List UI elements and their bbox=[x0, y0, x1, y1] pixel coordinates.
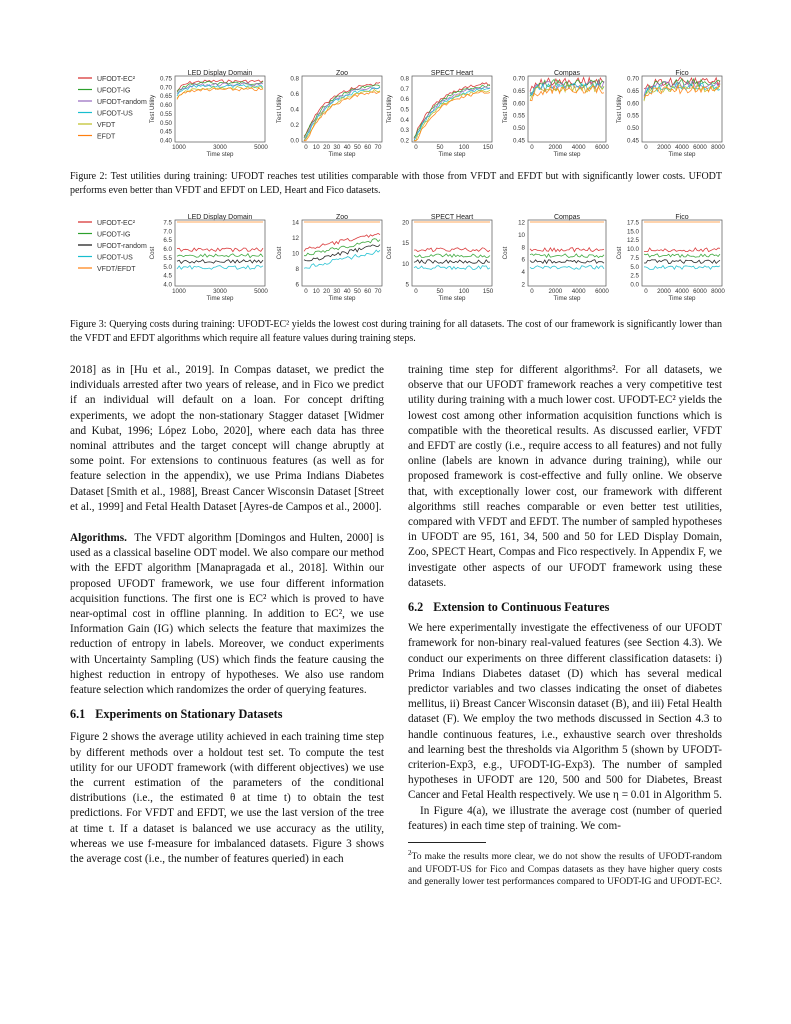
legend bbox=[78, 76, 147, 141]
y-tick-label: 4 bbox=[521, 269, 525, 277]
y-tick-label: 0.0 bbox=[630, 281, 639, 289]
x-tick-label: 0 bbox=[304, 144, 308, 151]
y-tick-label: 6.5 bbox=[163, 237, 172, 245]
y-tick-label: 0.8 bbox=[400, 75, 409, 83]
y-tick-label: 5 bbox=[405, 281, 409, 289]
series-line bbox=[177, 254, 263, 258]
legend-label: UFODT-US bbox=[97, 254, 133, 262]
y-axis-label: Test Utility bbox=[276, 94, 283, 124]
series-line bbox=[304, 87, 380, 141]
footnote-mark: 2 bbox=[408, 849, 412, 858]
x-tick-label: 4000 bbox=[675, 144, 689, 151]
y-tick-label: 0.60 bbox=[159, 102, 172, 110]
x-tick-label: 4000 bbox=[571, 288, 586, 295]
x-tick-label: 2000 bbox=[548, 288, 563, 295]
section-number: 6.1 bbox=[70, 707, 86, 722]
paragraph-algorithms bbox=[70, 531, 384, 698]
y-tick-label: 0.60 bbox=[626, 100, 639, 108]
panel-title: LED Display Domain bbox=[187, 214, 253, 221]
paragraph-figure4: In Figure 4(a), we illustrate the average cost (number of queried features) in each time step of training. We com- bbox=[408, 804, 722, 832]
x-tick-label: 20 bbox=[323, 288, 331, 295]
x-tick-label: 10 bbox=[312, 288, 320, 295]
plot-frame bbox=[642, 220, 722, 286]
y-tick-label: 14 bbox=[292, 219, 299, 227]
section-title: Experiments on Stationary Datasets bbox=[95, 707, 283, 722]
legend-label: UFODT-random bbox=[97, 99, 147, 106]
panel-title: Compas bbox=[553, 214, 581, 221]
legend-label: UFODT-IG bbox=[97, 231, 131, 239]
chart-panel bbox=[502, 214, 609, 302]
y-axis-label: Test Utility bbox=[386, 94, 393, 124]
x-tick-label: 50 bbox=[353, 144, 361, 151]
x-tick-label: 8000 bbox=[711, 144, 725, 151]
series-line bbox=[304, 85, 380, 138]
legend bbox=[78, 220, 147, 273]
series-line bbox=[177, 260, 263, 264]
figure-2-caption: Figure 2: Test utilities during training: UFODT reaches test utilities comparable with those from VFDT and EFDT but with significantly lower costs. UFODT performs even better than VFDT and EFDT on LED, Heart and Fico datasets. bbox=[70, 171, 722, 196]
series-line bbox=[530, 254, 604, 258]
y-tick-label: 0.65 bbox=[626, 87, 639, 95]
chart-panel bbox=[386, 214, 494, 302]
x-tick-label: 10 bbox=[312, 144, 320, 151]
x-tick-label: 150 bbox=[482, 144, 494, 151]
plot-frame bbox=[412, 220, 492, 286]
x-tick-label: 150 bbox=[482, 288, 494, 295]
y-tick-label: 0.75 bbox=[159, 75, 172, 83]
right-column bbox=[408, 363, 722, 889]
y-tick-label: 0.60 bbox=[512, 100, 525, 108]
figure-2 bbox=[70, 68, 730, 160]
y-tick-label: 0.70 bbox=[159, 84, 172, 92]
chart-panel bbox=[616, 214, 725, 302]
series-line bbox=[304, 82, 380, 136]
y-tick-label: 5.0 bbox=[163, 263, 172, 271]
y-tick-label: 0.4 bbox=[400, 116, 409, 124]
figure-3 bbox=[70, 212, 730, 304]
x-tick-label: 0 bbox=[414, 288, 418, 295]
y-tick-label: 0.40 bbox=[159, 137, 172, 145]
footnote-text: To make the results more clear, we do not show the results of UFODT-random and UFODT-US for Fico and Compas datasets as they have higher query costs and generally lower test performances compared to UFODT-IG and UFODT-EC². bbox=[408, 851, 722, 888]
series-line bbox=[177, 88, 263, 100]
y-tick-label: 5.0 bbox=[630, 263, 639, 271]
chart-panel bbox=[149, 70, 268, 158]
legend-label: UFODT-EC² bbox=[97, 220, 136, 227]
paragraph-stationary: Figure 2 shows the average utility achieved in each training time step by different methods over a holdout test set. To compute the test utility for our UFODT framework (with different objectives) we use the current estimation of the parameters of the conditional distributions (i.e., the estimated θ at time t) to obtain the test predictions. For VFDT and EFDT, we use the last version of the tree at time t. If a dataset is balanced we use accuracy as the utility, whereas we use f-measure for imbalanced datasets. Figure 3 shows the average cost (i.e., the number of features queried) in each bbox=[70, 731, 384, 866]
y-tick-label: 0.50 bbox=[626, 125, 639, 133]
y-tick-label: 0.55 bbox=[512, 112, 525, 120]
x-tick-label: 6000 bbox=[595, 144, 609, 151]
section-6-1-heading bbox=[70, 707, 384, 722]
x-tick-label: 4000 bbox=[571, 144, 586, 151]
x-tick-label: 3000 bbox=[213, 288, 227, 295]
y-tick-label: 15.0 bbox=[626, 228, 639, 236]
x-tick-label: 0 bbox=[644, 144, 648, 151]
y-axis-label: Cost bbox=[149, 246, 156, 260]
x-tick-label: 2000 bbox=[548, 144, 563, 151]
y-tick-label: 4.5 bbox=[163, 272, 172, 280]
plot-frame bbox=[175, 220, 265, 286]
y-tick-label: 10 bbox=[402, 260, 409, 268]
series-line bbox=[414, 248, 490, 252]
plot-frame bbox=[528, 220, 606, 286]
x-tick-label: 30 bbox=[333, 288, 341, 295]
y-tick-label: 7.0 bbox=[163, 228, 172, 236]
legend-label: UFODT-IG bbox=[97, 87, 131, 95]
x-tick-label: 30 bbox=[333, 144, 341, 151]
x-tick-label: 8000 bbox=[711, 288, 725, 295]
series-line bbox=[177, 266, 263, 270]
y-tick-label: 6 bbox=[521, 256, 525, 264]
section-title: Extension to Continuous Features bbox=[433, 600, 610, 615]
y-tick-label: 0.8 bbox=[290, 75, 299, 83]
x-tick-label: 0 bbox=[644, 288, 648, 295]
x-tick-label: 4000 bbox=[675, 288, 689, 295]
y-axis-label: Cost bbox=[502, 246, 509, 260]
algorithms-text: The VFDT algorithm [Domingos and Hulten, 2000] is used as a classical baseline ODT model. We also compare our method with the EFDT algorithm [Manapragada et al., 2018]. Within our proposed UFODT framework, we use four different information acquisition functions. The first one is EC² which is proved to have near-optimal cost in offline planning. In addition to EC², we use Information Gain (IG) which selects the feature that maximizes the reduction of entropy in labels. Moreover, we conduct experiments with Uncertainty Sampling (US) which finds the feature causing the highest reduction in entropy of hypotheses. We also use random feature selection which randomizes the order of querying features. bbox=[70, 532, 384, 697]
footnote-rule bbox=[408, 842, 486, 843]
y-tick-label: 0.6 bbox=[290, 91, 299, 98]
x-tick-label: 100 bbox=[458, 288, 470, 295]
x-tick-label: 60 bbox=[364, 144, 372, 151]
x-axis-label: Time step bbox=[553, 151, 581, 158]
x-axis-label: Time step bbox=[438, 151, 466, 158]
x-tick-label: 1000 bbox=[172, 288, 186, 295]
legend-label: VFDT bbox=[97, 122, 116, 129]
section-number: 6.2 bbox=[408, 600, 424, 615]
x-tick-label: 70 bbox=[374, 288, 382, 295]
x-tick-label: 50 bbox=[436, 288, 444, 295]
y-tick-label: 0.70 bbox=[512, 75, 525, 83]
panel-title: SPECT Heart bbox=[430, 70, 474, 77]
y-tick-label: 12 bbox=[518, 219, 525, 227]
panel-title: Fico bbox=[675, 214, 689, 221]
y-tick-label: 0.2 bbox=[290, 122, 299, 129]
y-axis-label: Cost bbox=[276, 246, 283, 260]
plot-frame bbox=[642, 76, 722, 142]
legend-label: EFDT bbox=[97, 133, 116, 141]
series-line bbox=[644, 254, 720, 257]
y-tick-label: 7.5 bbox=[630, 254, 639, 262]
x-axis-label: Time step bbox=[553, 295, 581, 302]
x-axis-label: Time step bbox=[206, 151, 234, 158]
x-tick-label: 100 bbox=[458, 144, 470, 151]
plot-frame bbox=[412, 76, 492, 142]
y-tick-label: 2.5 bbox=[630, 272, 639, 280]
x-tick-label: 60 bbox=[364, 288, 372, 295]
x-tick-label: 1000 bbox=[172, 144, 186, 151]
panel-title: SPECT Heart bbox=[430, 214, 474, 221]
y-tick-label: 0.50 bbox=[159, 119, 172, 127]
x-tick-label: 6000 bbox=[693, 288, 707, 295]
y-tick-label: 7.5 bbox=[163, 219, 172, 227]
series-line bbox=[304, 245, 380, 261]
series-line bbox=[644, 266, 720, 270]
series-line bbox=[177, 248, 263, 252]
y-tick-label: 0.50 bbox=[512, 125, 525, 133]
x-axis-label: Time step bbox=[668, 295, 696, 302]
y-tick-label: 0.3 bbox=[400, 127, 409, 135]
x-axis-label: Time step bbox=[328, 151, 356, 158]
y-tick-label: 12 bbox=[292, 235, 299, 242]
paragraph-datasets: 2018] as in [Hu et al., 2019]. In Compas dataset, we predict the individuals arrested after two years of release, and in Fico we predict if an individual will default on a loan. For concept drifting experiments, we adopt the non-stationary Stagger dataset [Widmer and Kubat, 1996; López Lobo, 2020], where each data has three nominal attributes and the target concept will change abruptly at some point. For extensions to continuous features (as well as for feature selection in the appendix), we use Prima Indians Diabetes Dataset [Smith et al., 1988], Breast Cancer Wisconsin Dataset [Street et al., 1999] and Fetal Health Dataset [Ayres-de Campos et al., 2000]. bbox=[70, 364, 384, 513]
y-axis-label: Cost bbox=[616, 246, 623, 260]
x-tick-label: 20 bbox=[323, 144, 331, 151]
x-tick-label: 40 bbox=[343, 288, 351, 295]
x-tick-label: 3000 bbox=[213, 144, 227, 151]
x-tick-label: 0 bbox=[530, 288, 534, 295]
y-axis-label: Test Utility bbox=[502, 94, 509, 124]
y-tick-label: 0.65 bbox=[159, 93, 172, 101]
x-axis-label: Time step bbox=[438, 295, 466, 302]
footnote bbox=[408, 847, 722, 889]
series-line bbox=[304, 233, 380, 251]
x-tick-label: 50 bbox=[436, 144, 444, 151]
legend-label: UFODT-random bbox=[97, 243, 147, 250]
panel-title: Compas bbox=[553, 70, 581, 77]
y-tick-label: 4.0 bbox=[163, 281, 172, 289]
y-tick-label: 6.0 bbox=[163, 246, 172, 254]
y-tick-label: 15 bbox=[402, 240, 409, 248]
x-tick-label: 0 bbox=[304, 288, 308, 295]
y-tick-label: 17.5 bbox=[626, 219, 639, 227]
y-tick-label: 0.55 bbox=[159, 110, 172, 118]
x-tick-label: 6000 bbox=[693, 144, 707, 151]
y-tick-label: 0.6 bbox=[400, 96, 409, 104]
legend-label: UFODT-US bbox=[97, 110, 133, 118]
left-column bbox=[70, 363, 384, 867]
panel-title: Fico bbox=[675, 70, 689, 77]
y-tick-label: 0.55 bbox=[626, 112, 639, 120]
x-tick-label: 0 bbox=[530, 144, 534, 151]
x-axis-label: Time step bbox=[206, 295, 234, 302]
paragraph-continuous: We here experimentally investigate the effectiveness of our UFODT framework for non-binary real-valued features (see Section 4.3). We conduct our experiments on three different classification datasets: i) Prima Indians Diabetes dataset (D) which has several medical predictor variables and two classes indicating the onset of diabetes mellitus, ii) Breast Cancer Wisconsin dataset (B), and iii) Fetal Health dataset (F). We employ the two methods discussed in Section 4.3 to handle continuous features, i.e., exhaustive search over thresholds and learning best the thresholds via Algorithm 5 (shown by UFODT-criterion-Exp3, e.g., UFODT-IG-Exp3). The number of sampled hypotheses in UFODT are 120, 500 and 500 for Diabetes, Breast Cancer and Fetal Health respectively. We use η = 0.01 in Algorithm 5. bbox=[408, 622, 722, 802]
chart-panel bbox=[149, 214, 268, 302]
y-tick-label: 0.7 bbox=[400, 85, 409, 93]
panel-title: Zoo bbox=[335, 70, 349, 77]
algorithms-heading: Algorithms. bbox=[70, 532, 127, 545]
y-tick-label: 5.5 bbox=[163, 254, 172, 262]
y-tick-label: 10 bbox=[518, 231, 525, 239]
panel-title: LED Display Domain bbox=[187, 70, 253, 77]
series-line bbox=[304, 250, 380, 268]
y-axis-label: Cost bbox=[386, 246, 393, 260]
figure-3-caption: Figure 3: Querying costs during training: UFODT-EC² yields the lowest cost during training for all datasets. The cost of our framework is significantly lower than the VFDT and EFDT algorithms which require all feature values during training steps. bbox=[70, 319, 722, 344]
x-tick-label: 0 bbox=[414, 144, 418, 151]
y-tick-label: 0.5 bbox=[400, 106, 409, 114]
legend-label: VFDT/EFDT bbox=[97, 266, 136, 273]
x-tick-label: 5000 bbox=[254, 288, 268, 295]
chart-panel bbox=[502, 70, 609, 158]
x-tick-label: 2000 bbox=[657, 288, 671, 295]
x-axis-label: Time step bbox=[328, 295, 356, 302]
chart-panel bbox=[386, 70, 494, 158]
x-tick-label: 50 bbox=[353, 288, 361, 295]
paragraph-results: training time step for different algorithms². For all datasets, we observe that our UFODT framework reaches a very competitive test utility during training with a much lower cost. UFODT-EC² yields the lowest cost among other information acquisition functions which is compatible with the theoretical results. As discussed earlier, VFDT and EFDT are costly (i.e., require access to all features) and not fully online (labels are known in advance during training), while our proposed framework is cost-effective and fully online. We observe that, with exceptionally lower cost, our framework with different algorithms still reaches comparable or even better test utilities, compared with VFDT and EFDT. The number of sampled hypotheses in UFODT are 95, 161, 34, 500 and 50 for LED Display Domain, Zoo, SPECT Heart, Compas and Fico respectively. In Appendix F, we investigate other aspects of our UFODT framework using these datasets. bbox=[408, 364, 722, 589]
series-line bbox=[530, 266, 604, 270]
series-line bbox=[530, 260, 604, 264]
series-line bbox=[644, 260, 720, 264]
x-tick-label: 70 bbox=[374, 144, 382, 151]
chart-panel bbox=[276, 214, 382, 302]
legend-label: UFODT-EC² bbox=[97, 76, 136, 83]
series-line bbox=[530, 248, 604, 252]
y-tick-label: 0.2 bbox=[400, 137, 409, 145]
y-axis-label: Test Utility bbox=[616, 94, 623, 124]
y-tick-label: 0.0 bbox=[290, 137, 299, 145]
y-tick-label: 0.45 bbox=[512, 137, 525, 145]
y-tick-label: 8 bbox=[295, 266, 299, 273]
y-tick-label: 0.45 bbox=[159, 128, 172, 136]
x-tick-label: 6000 bbox=[595, 288, 609, 295]
x-axis-label: Time step bbox=[668, 151, 696, 158]
y-tick-label: 0.45 bbox=[626, 137, 639, 145]
series-line bbox=[414, 260, 490, 264]
series-line bbox=[644, 248, 720, 252]
y-tick-label: 2 bbox=[521, 281, 525, 289]
series-line bbox=[414, 266, 490, 270]
y-axis-label: Test Utility bbox=[149, 94, 156, 124]
y-tick-label: 20 bbox=[402, 219, 409, 227]
chart-panel bbox=[616, 70, 725, 158]
y-tick-label: 12.5 bbox=[626, 237, 639, 245]
series-line bbox=[414, 254, 490, 258]
y-tick-label: 10.0 bbox=[626, 246, 639, 254]
y-tick-label: 10 bbox=[292, 250, 299, 258]
y-tick-label: 0.70 bbox=[626, 75, 639, 83]
series-line bbox=[304, 92, 380, 141]
y-tick-label: 8 bbox=[521, 244, 525, 252]
x-tick-label: 5000 bbox=[254, 144, 268, 151]
section-6-2-heading bbox=[408, 600, 722, 615]
panel-title: Zoo bbox=[335, 214, 349, 221]
series-line bbox=[304, 239, 380, 256]
y-tick-label: 0.4 bbox=[290, 106, 299, 114]
y-tick-label: 0.65 bbox=[512, 87, 525, 95]
chart-panel bbox=[276, 70, 382, 158]
x-tick-label: 40 bbox=[343, 144, 351, 151]
x-tick-label: 2000 bbox=[657, 144, 671, 151]
y-tick-label: 6 bbox=[295, 281, 299, 289]
